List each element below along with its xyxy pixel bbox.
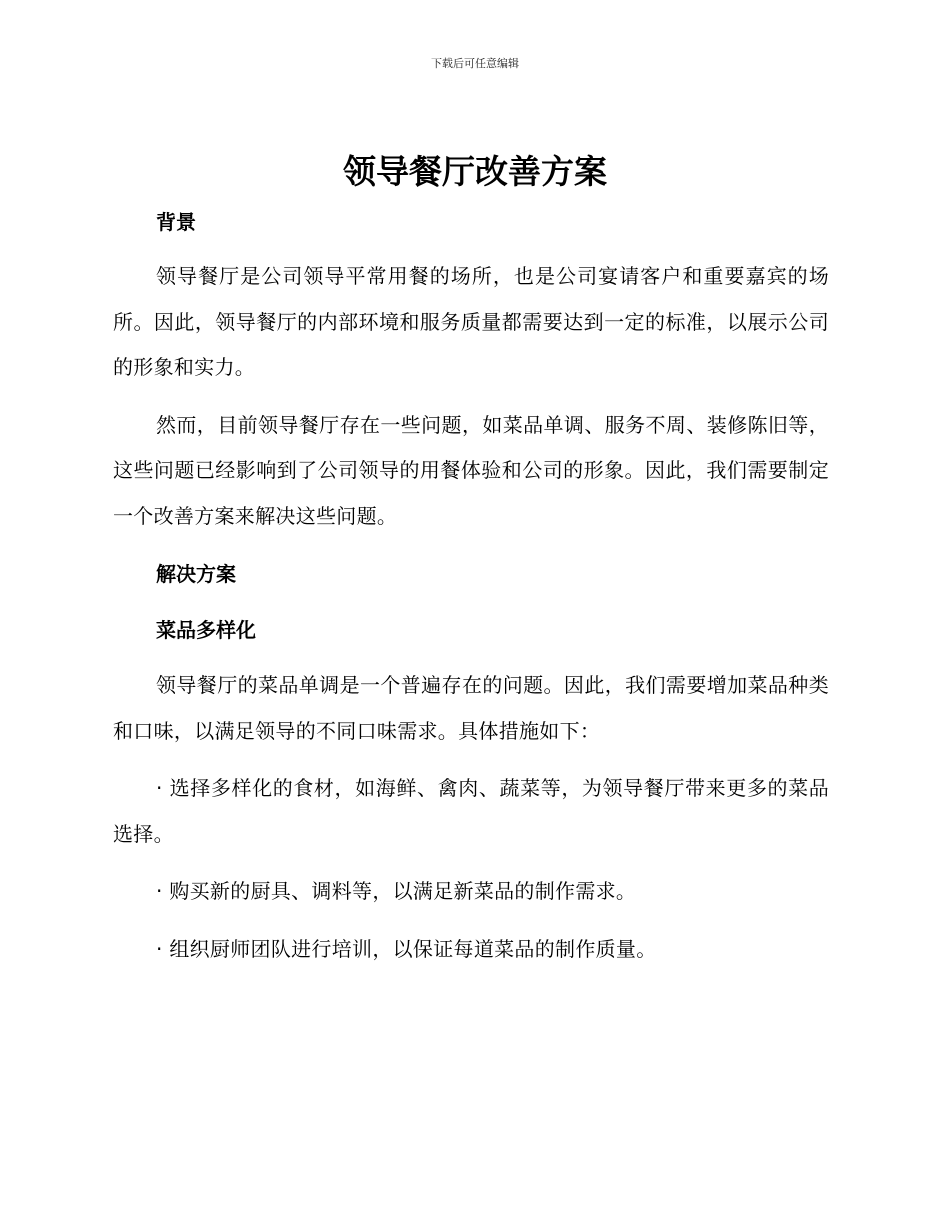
paragraph-dishes-intro: 领导餐厅的菜品单调是一个普遍存在的问题。因此，我们需要增加菜品种类和口味，以满足领导的不同口味需求。具体措施如下：	[113, 673, 829, 743]
section-heading-background: 背景	[156, 210, 196, 234]
page-header-note: 下载后可任意编辑	[431, 57, 519, 70]
section-heading-solution: 解决方案	[156, 562, 236, 586]
bullet-item: · 购买新的厨具、调料等，以满足新菜品的制作需求。	[156, 879, 637, 903]
document-body	[113, 200, 829, 984]
bullet-item: · 组织厨师团队进行培训，以保证每道菜品的制作质量。	[156, 936, 657, 961]
paragraph-background-1: 领导餐厅是公司领导平常用餐的场所，也是公司宴请客户和重要嘉宾的场所。因此，领导餐厅的内部环境和服务质量都需要达到一定的标准，以展示公司的形象和实力。	[113, 264, 829, 379]
document-title: 领导餐厅改善方案	[343, 152, 607, 191]
paragraph-background-2: 然而，目前领导餐厅存在一些问题，如菜品单调、服务不周、装修陈旧等，这些问题已经影响到了公司领导的用餐体验和公司的形象。因此，我们需要制定一个改善方案来解决这些问题。	[113, 412, 829, 528]
bullet-item: · 选择多样化的食材，如海鲜、禽肉、蔬菜等，为领导餐厅带来更多的菜品选择。	[113, 776, 829, 846]
section-heading-dishes: 菜品多样化	[156, 618, 256, 642]
